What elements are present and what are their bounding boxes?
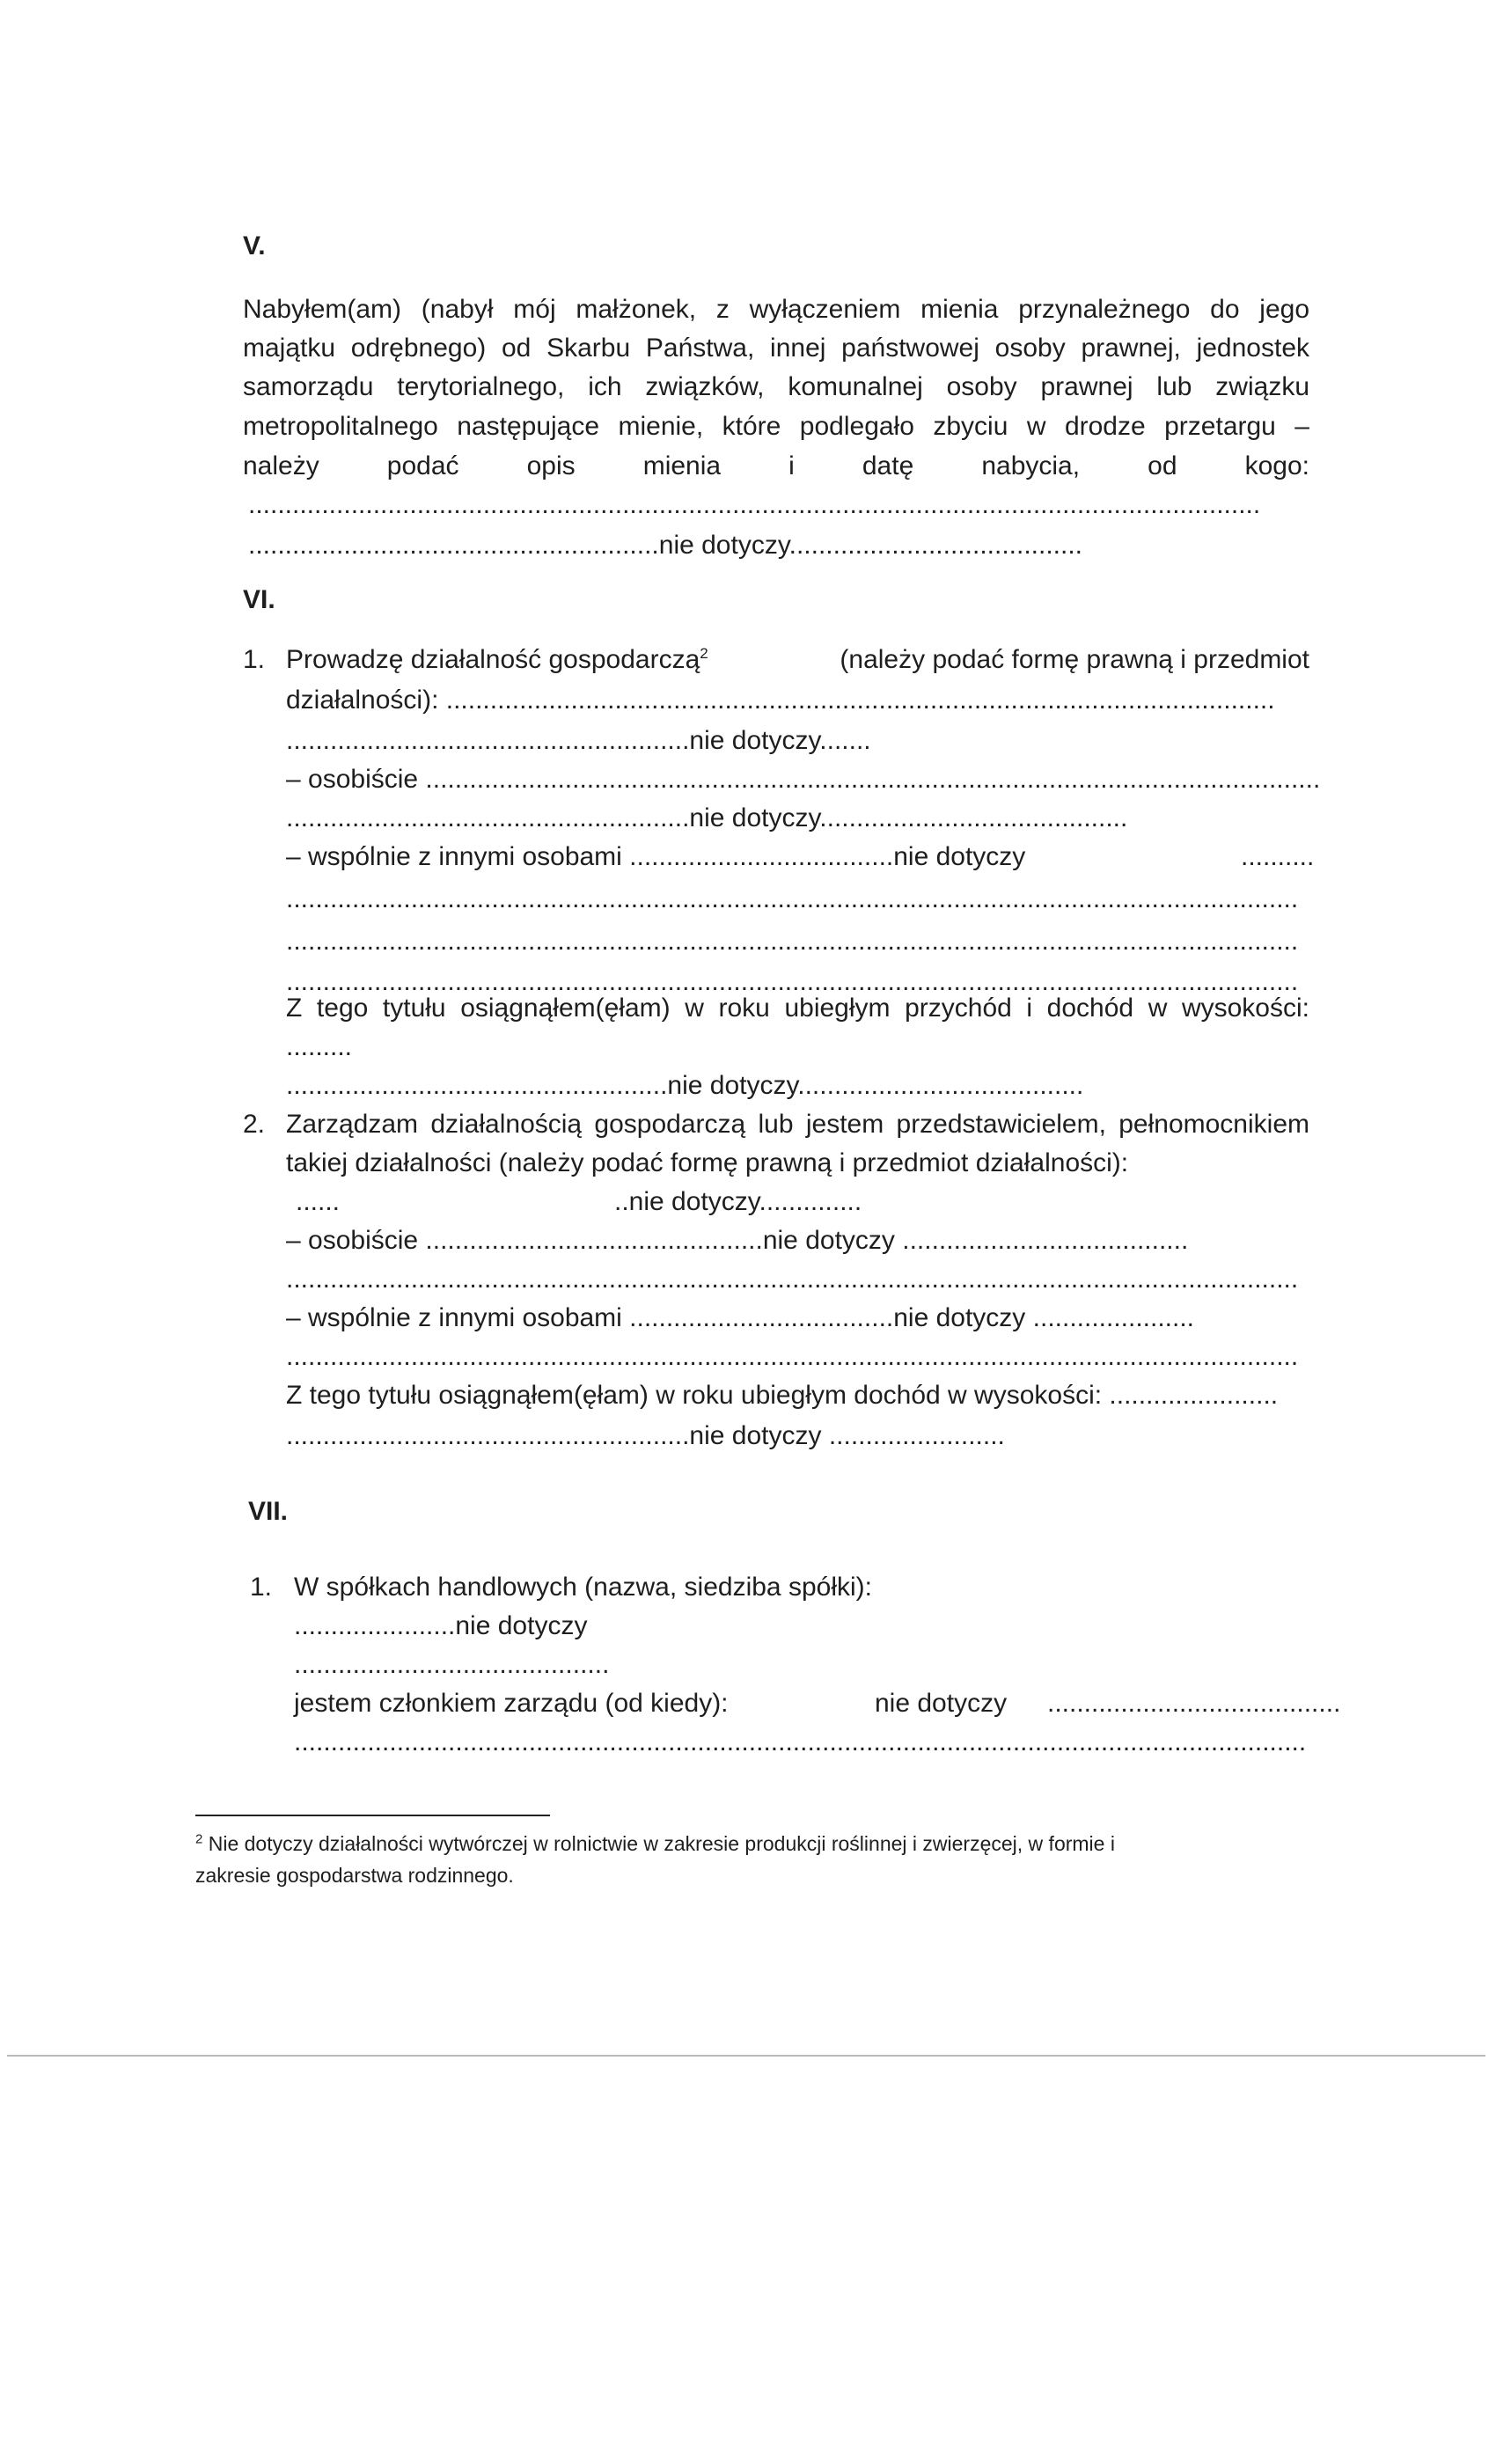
section-vii-item1-dots-a: ...........................................: [294, 1650, 610, 1679]
section-vi-item2-income: Z tego tytułu osiągnąłem(ęłam) w roku ubiegłym dochód w wysokości: .......................: [286, 1381, 1279, 1410]
section-vi-heading: VI.: [243, 585, 275, 614]
section-vii-item1-answer1: ......................nie dotyczy: [294, 1611, 588, 1640]
section-vi-item2-answer2: .......................................................nie dotyczy ........................: [286, 1421, 1005, 1450]
footnote-text-1: Nie dotyczy działalności wytwórczej w rolnictwie w zakresie produkcji roślinnej i zwierzęcej, w formie i: [202, 1832, 1115, 1855]
section-vi-item1-dots-a: ..........................................................................................................................................: [286, 884, 1299, 913]
item1-line1-text: Prowadzę działalność gospodarczą$^2$: [286, 645, 708, 674]
word: podać: [386, 451, 459, 480]
section-vi-item1-dots-c: ..........................................................................................................................................: [286, 967, 1299, 996]
section-vi-item1-answer1: .......................................................nie dotyczy.......: [286, 726, 871, 755]
section-vii-item1-board-answer: nie dotyczy: [875, 1689, 1008, 1718]
word: i: [788, 451, 795, 480]
section-vi-item1-income-dots: .........: [286, 1032, 353, 1061]
section-vi-item2-dots-a: ..........................................................................................................................................: [286, 1265, 1299, 1294]
section-vi-item2-number: 2.: [243, 1110, 266, 1139]
word: od: [1148, 451, 1177, 480]
section-v-heading: V.: [243, 231, 266, 260]
section-vi-item2-answer1-lead: ......: [296, 1187, 341, 1216]
section-v-paragraph-line-1: Nabyłem(am) (nabył mój małżonek, z wyłączeniem mienia przynależnego do jego: [243, 295, 1309, 324]
section-v-paragraph-line-2: majątku odrębnego) od Skarbu Państwa, innej państwowej osoby prawnej, jednostek: [243, 334, 1309, 363]
word: należy: [243, 451, 319, 480]
section-vi-item2-line1: Zarządzam działalnością gospodarczą lub jestem przedstawicielem, pełnomocnikiem: [286, 1110, 1309, 1139]
section-vii-item1-line1: W spółkach handlowych (nazwa, siedziba spółki):: [294, 1573, 872, 1602]
word: nabycia,: [981, 451, 1081, 480]
section-v-paragraph-line-5: [243, 451, 1309, 482]
section-v-dots-line: ..........................................................................................................................................: [248, 490, 1261, 519]
section-v-paragraph-line-4: metropolitalnego następujące mienie, które podlegało zbyciu w drodze przetargu –: [243, 412, 1309, 441]
footnote-separator: [195, 1815, 550, 1816]
section-vi-item1-joint-tail: ..........: [1241, 842, 1315, 871]
section-vi-item2-line2: takiej działalności (należy podać formę prawną i przedmiot działalności):: [286, 1148, 1129, 1177]
section-vi-item2-personal: – osobiście ..............................................nie dotyczy .......................................: [286, 1226, 1189, 1255]
page-bottom-rule: [7, 2055, 1485, 2057]
section-vii-heading: VII.: [248, 1497, 289, 1526]
section-vi-item1-line2: działalności): .................................................................................................................: [286, 686, 1275, 715]
section-vi-item1-dots-b: ..........................................................................................................................................: [286, 927, 1299, 956]
footnote-line-1: [195, 1830, 1115, 1857]
word: mienia: [642, 451, 722, 480]
section-v-answer: ........................................................nie dotyczy........................................: [248, 531, 1083, 560]
word: opis: [526, 451, 576, 480]
section-vii-item1-number: 1.: [250, 1573, 273, 1602]
footnote-number: 2: [195, 1831, 203, 1847]
section-vi-item2-dots-b: ..........................................................................................................................................: [286, 1342, 1299, 1371]
section-vi-item1-joint: – wspólnie z innymi osobami ....................................nie dotyczy: [286, 842, 1026, 871]
section-vi-item1-personal: – osobiście ..........................................................................................................................: [286, 765, 1321, 794]
item1-line1-tail: (należy podać formę prawną i przedmiot: [840, 645, 1309, 674]
section-vi-item1-answer3: ....................................................nie dotyczy.......................................: [286, 1071, 1084, 1100]
word: kogo:: [1244, 451, 1309, 480]
section-vii-item1-board-tail: ........................................: [1047, 1689, 1341, 1718]
section-vii-item1-board: jestem członkiem zarządu (od kiedy):: [294, 1689, 729, 1718]
section-vi-item1-line1: [286, 644, 1309, 676]
section-vi-item2-joint: – wspólnie z innymi osobami ....................................nie dotyczy ......................: [286, 1303, 1195, 1332]
section-vi-item1-number: 1.: [243, 645, 266, 674]
section-vi-item1-answer2: .......................................................nie dotyczy..........................................: [286, 803, 1128, 832]
section-v-paragraph-line-3: samorządu terytorialnego, ich związków, komunalnej osoby prawnej lub związku: [243, 372, 1309, 401]
footnote-line-2: zakresie gospodarstwa rodzinnego.: [195, 1864, 514, 1887]
footnote-ref: 2: [700, 645, 708, 662]
section-vii-item1-dots-b: ..........................................................................................................................................: [294, 1727, 1307, 1756]
word: datę: [862, 451, 914, 480]
section-vi-item2-answer1: ..nie dotyczy..............: [614, 1187, 862, 1216]
section-vi-item1-income: Z tego tytułu osiągnąłem(ęłam) w roku ubiegłym przychód i dochód w wysokości:: [286, 994, 1309, 1023]
